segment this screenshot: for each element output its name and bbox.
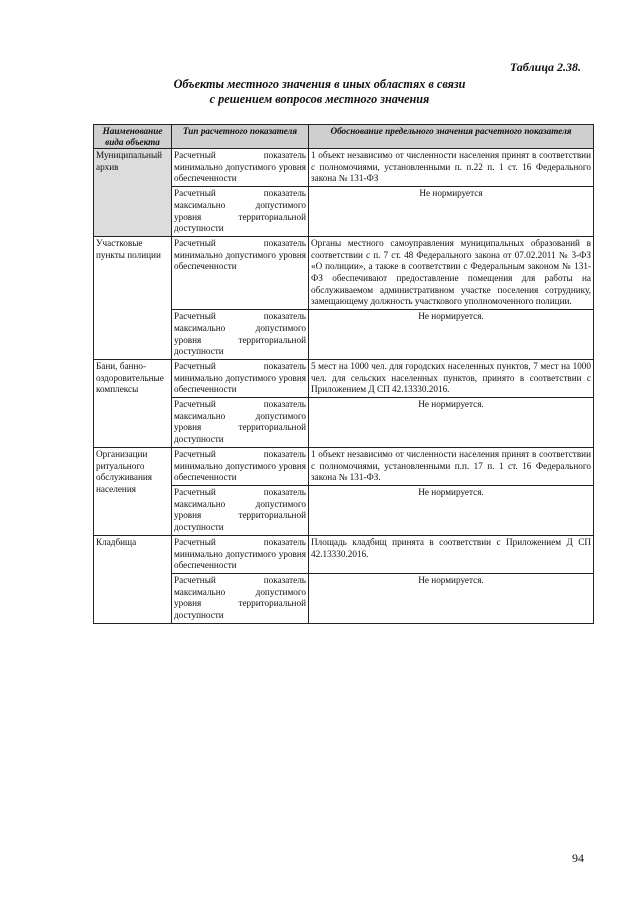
table-row (94, 359, 594, 397)
table-row (94, 535, 594, 573)
justification-text: 5 мест на 1000 чел. для городских населенных пунктов, 7 мест на 1000 чел. для сельских населенных пунктов, принято в соответствии с Приложением Д СП 42.13330.2016. (309, 359, 594, 397)
justification-text: Не нормируется. (309, 573, 594, 623)
justification-text: Не нормируется (309, 187, 594, 237)
title-line-1: Объекты местного значения в иных областях в связи (173, 77, 466, 91)
header-indicator-type: Тип расчетного показателя (172, 125, 309, 149)
table-row (94, 236, 594, 309)
indicator-max: Расчетный показатель максимально допустимого уровня территориальной доступности (172, 310, 309, 360)
table-row (94, 447, 594, 485)
justification-text: Органы местного самоуправления муниципальных образований в соответствии с п. 7 ст. 48 Федерального закона от 07.02.2011 № 3-ФЗ «О полиции», а также в соответствии с Федеральным законом № 131-ФЗ обеспечивают предоставление помещения для работы на обслуживаемом административном участке поселения сотруднику, замещающему должность участкового уполномоченного полиции. (309, 236, 594, 309)
indicator-max: Расчетный показатель максимально допустимого уровня территориальной доступности (172, 485, 309, 535)
object-name-baths: Бани, банно-оздоровительные комплексы (94, 359, 172, 447)
justification-text: 1 объект независимо от численности населения принят в соответствии с полномочиями, установленными п.п. 17 п. 1 ст. 16 Федерального закона № 131-ФЗ. (309, 447, 594, 485)
table-title (0, 77, 639, 107)
indicator-min: Расчетный показатель минимально допустимого уровня обеспеченности (172, 236, 309, 309)
indicator-min: Расчетный показатель минимально допустимого уровня обеспеченности (172, 447, 309, 485)
header-object-type: Наименование вида объекта (94, 125, 172, 149)
indicator-max: Расчетный показатель максимально допустимого уровня территориальной доступности (172, 187, 309, 237)
justification-text: Площадь кладбищ принята в соответствии с Приложением Д СП 42.13330.2016. (309, 535, 594, 573)
indicator-min: Расчетный показатель минимально допустимого уровня обеспеченности (172, 149, 309, 187)
header-row (94, 125, 594, 149)
object-name-archive: Муниципальный архив (94, 149, 172, 237)
indicator-max: Расчетный показатель максимально допустимого уровня территориальной доступности (172, 573, 309, 623)
title-line-2: с решением вопросов местного значения (209, 92, 430, 106)
justification-text: Не нормируется. (309, 310, 594, 360)
header-justification: Обоснование предельного значения расчетного показателя (309, 125, 594, 149)
table-label: Таблица 2.38. (509, 60, 581, 74)
justification-text: Не нормируется. (309, 398, 594, 448)
indicator-min: Расчетный показатель минимально допустимого уровня обеспеченности (172, 359, 309, 397)
indicator-max: Расчетный показатель максимально допустимого уровня территориальной доступности (172, 398, 309, 448)
objects-table (93, 124, 594, 624)
justification-text: Не нормируется. (309, 485, 594, 535)
justification-text: 1 объект независимо от численности населения принят в соответствии с полномочиями, установленными п. п.22 п. 1 ст. 16 Федерального закона № 131-ФЗ (309, 149, 594, 187)
indicator-min: Расчетный показатель минимально допустимого уровня обеспеченности (172, 535, 309, 573)
table-row (94, 149, 594, 187)
page-number: 94 (572, 851, 584, 865)
object-name-police: Участковые пункты полиции (94, 236, 172, 359)
object-name-cemetery: Кладбища (94, 535, 172, 623)
object-name-funeral: Организации ритуального обслуживания населения (94, 447, 172, 535)
